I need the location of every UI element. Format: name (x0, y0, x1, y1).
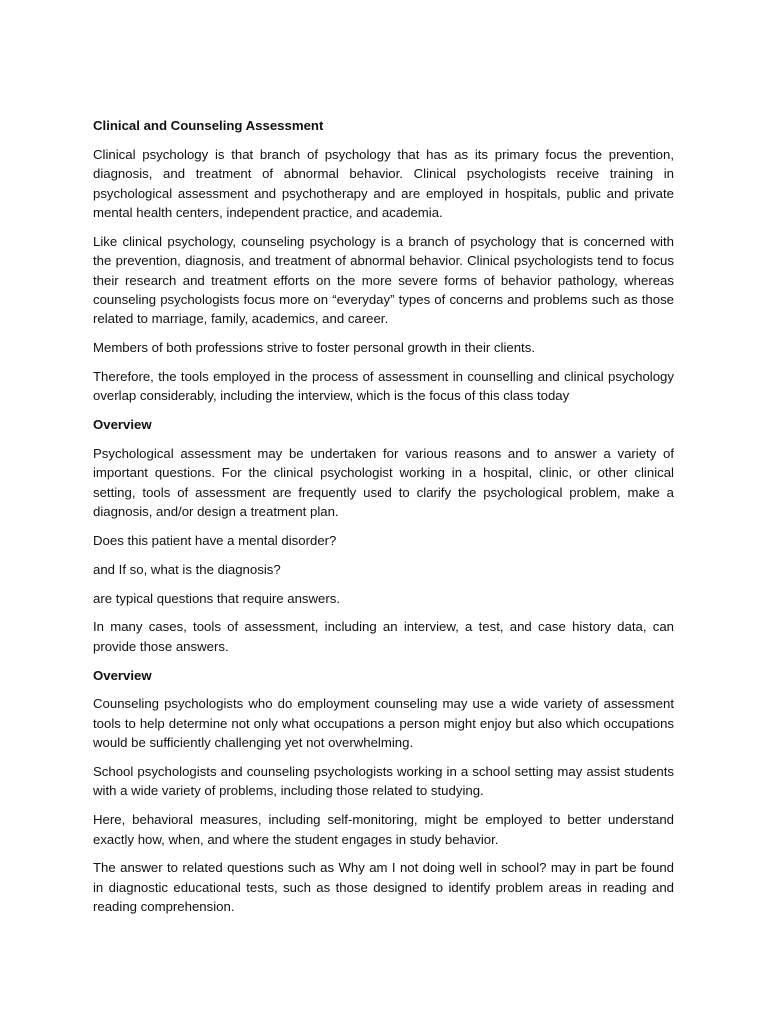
paragraph-school-psychologists: School psychologists and counseling psychologists working in a school setting may assist students with a wide variety of problems, including those related to studying. (93, 764, 674, 799)
paragraph-question-mental-disorder: Does this patient have a mental disorder? (93, 533, 337, 549)
document-title: Clinical and Counseling Assessment (93, 118, 324, 133)
paragraph-clinical-definition: Clinical psychology is that branch of psychology that has as its primary focus the prevention, diagnosis, and treatment of abnormal behavior. Clinical psychologists receive training in psychological assessment and psychotherapy and are employed in hospitals, public and private mental health centers, independent practice, and academia. (93, 146, 674, 221)
paragraph-tools-overlap: Therefore, the tools employed in the process of assessment in counselling and clinical psychology overlap considerably, including the interview, which is the focus of this class today (93, 369, 674, 404)
paragraph-diagnostic-tests: The answer to related questions such as Why am I not doing well in school? may in part be found in diagnostic educational tests, such as those designed to identify problem areas in reading and reading comprehension. (93, 860, 674, 915)
paragraph-tools-provide-answers: In many cases, tools of assessment, including an interview, a test, and case history data, can provide those answers. (93, 619, 674, 654)
paragraph-typical-questions: are typical questions that require answers. (93, 590, 341, 606)
paragraph-question-diagnosis: and If so, what is the diagnosis? (93, 561, 281, 577)
document-page (93, 116, 674, 926)
paragraph-assessment-reasons: Psychological assessment may be undertaken for various reasons and to answer a variety of important questions. For the clinical psychologist working in a hospital, clinic, or other clinical setting, tools of assessment are frequently used to clarify the psychological problem, make a diagnosis, and/or design a treatment plan. (93, 446, 674, 520)
overview-heading-1: Overview (93, 417, 152, 433)
paragraph-personal-growth: Members of both professions strive to foster personal growth in their clients. (93, 340, 535, 356)
paragraph-behavioral-measures: Here, behavioral measures, including self-monitoring, might be employed to better understand exactly how, when, and where the student engages in study behavior. (93, 812, 674, 847)
paragraph-counseling-definition: Like clinical psychology, counseling psychology is a branch of psychology that is concerned with the prevention, diagnosis, and treatment of abnormal behavior. Clinical psychologists tend to focus their research and treatment efforts on the more severe forms of behavior pathology, whereas counseling psychologists focus more on “everyday” types of concerns and problems such as those related to marriage, family, academics, and career. (93, 233, 674, 327)
paragraph-employment-counseling: Counseling psychologists who do employment counseling may use a wide variety of assessment tools to help determine not only what occupations a person might enjoy but also which occupations would be sufficiently challenging yet not overwhelming. (93, 696, 674, 751)
overview-heading-2: Overview (93, 667, 152, 683)
